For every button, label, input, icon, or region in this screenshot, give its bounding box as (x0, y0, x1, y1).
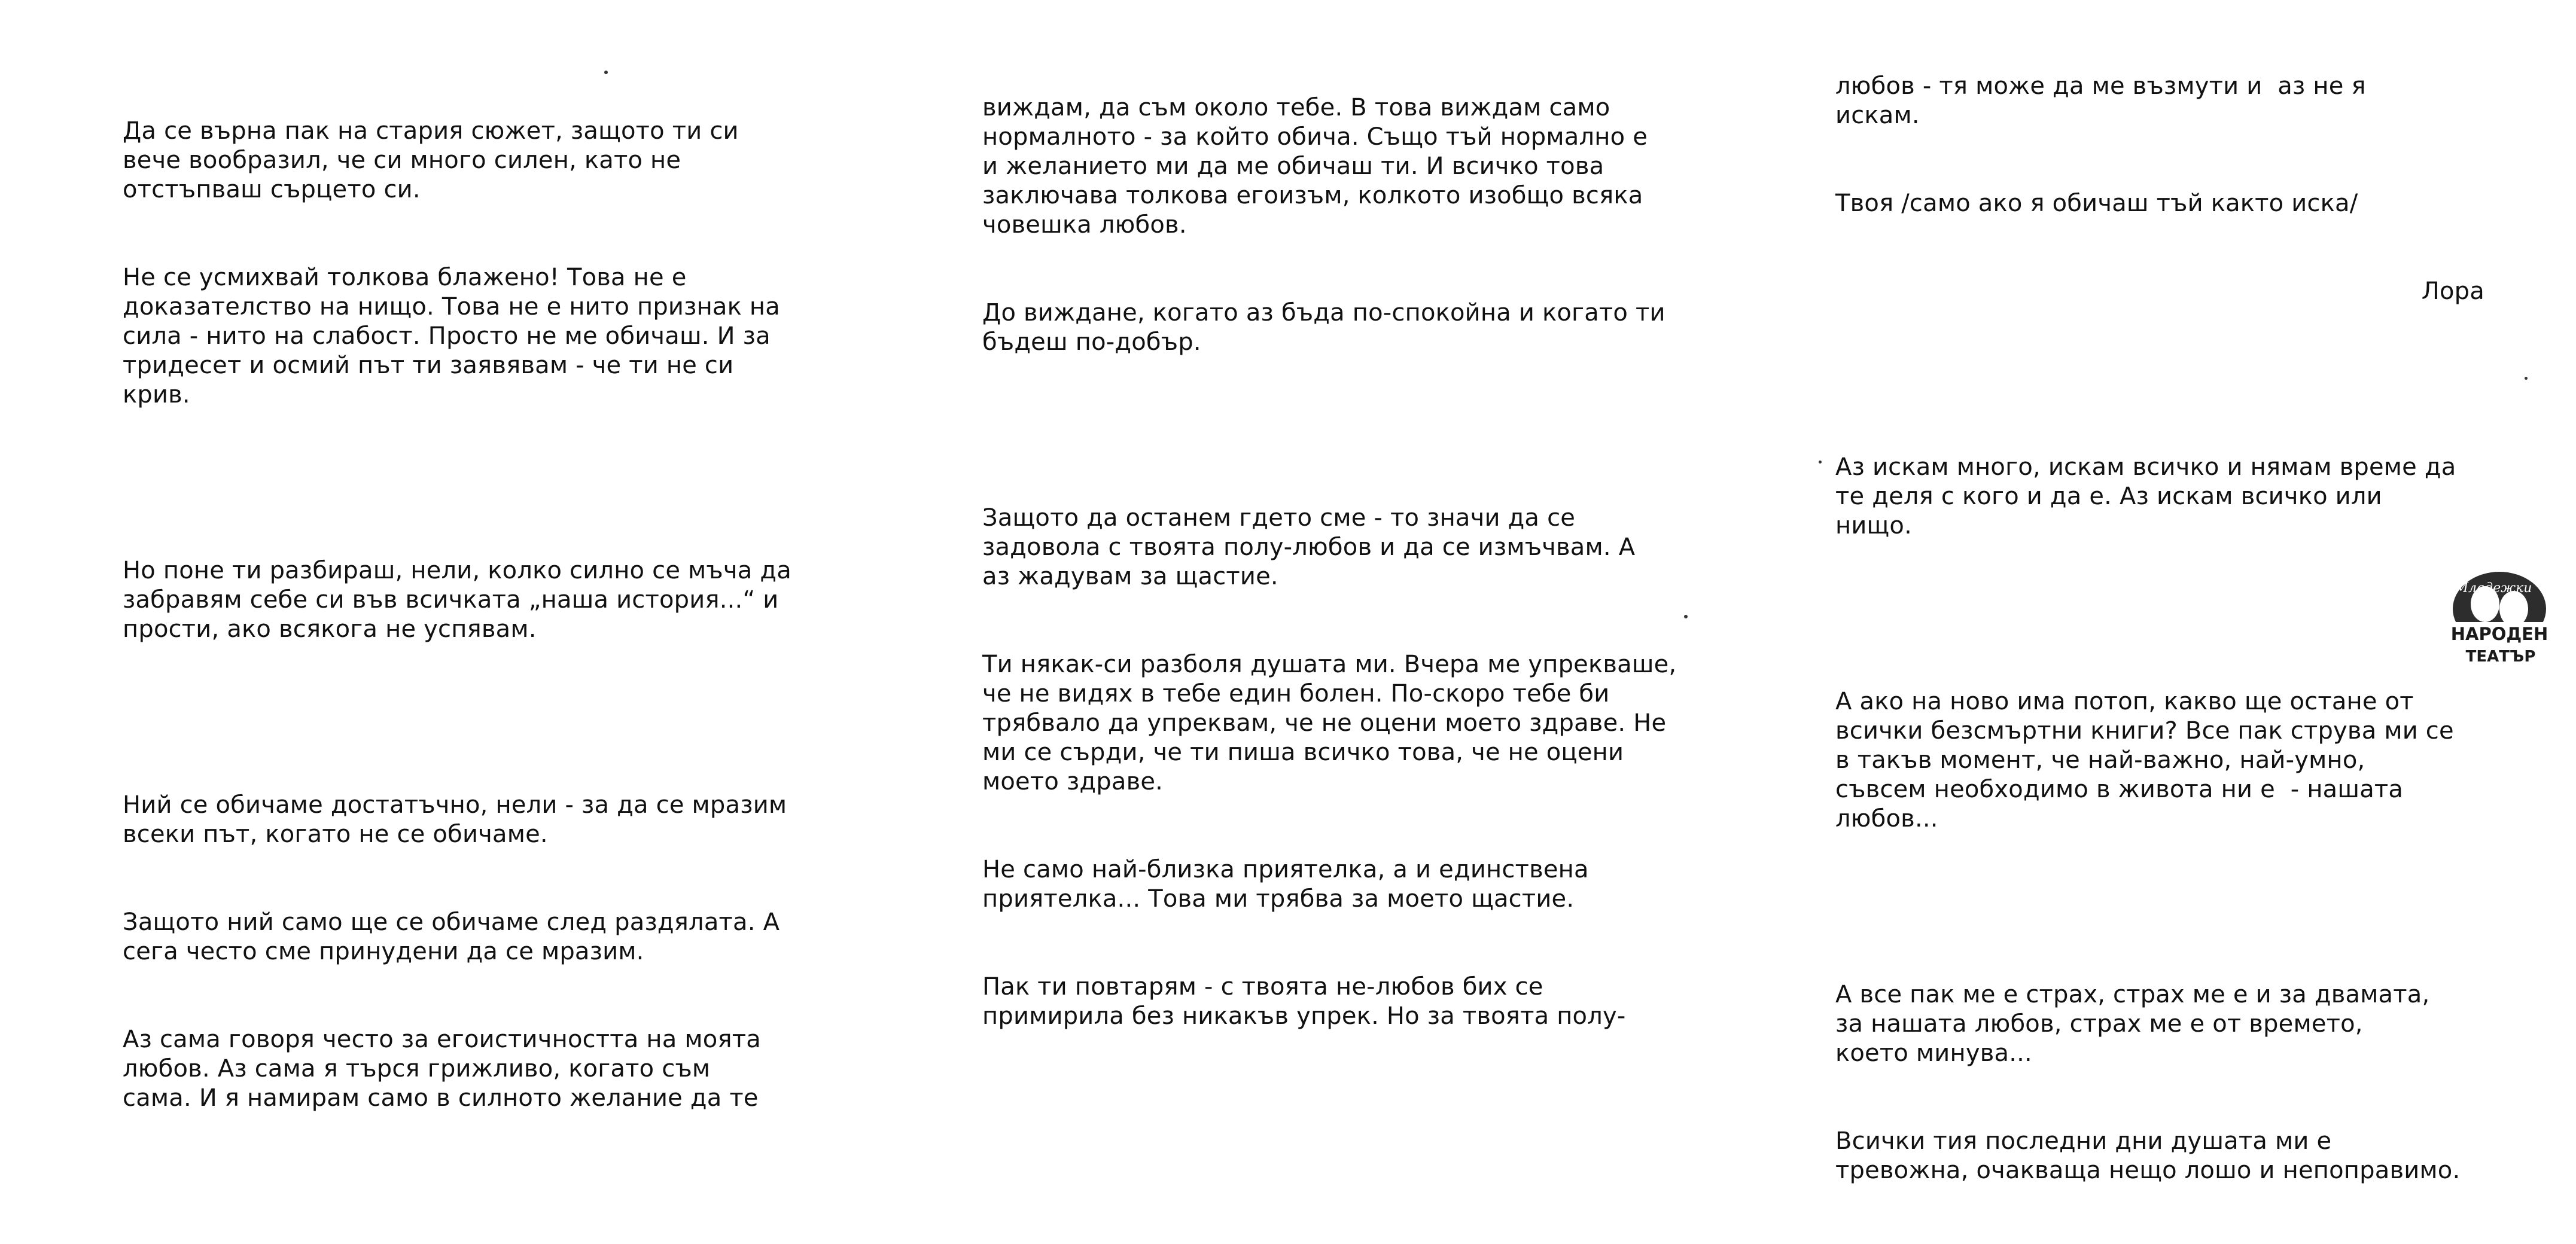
text-line: вече вообразил, че си много силен, като не (123, 147, 681, 174)
scan-speck (2525, 377, 2528, 380)
theatre-logo-icon (2434, 562, 2559, 670)
text-line: любов - тя може да ме възмути и аз не я (1835, 72, 2366, 100)
text-line: и желанието ми да ме обичаш ти. И всичко това (982, 153, 1604, 180)
text-line: сила - нито на слабост. Просто не ме обичаш. И за (123, 322, 771, 350)
text-line: Твоя /само ако я обичаш тъй както иска/ (1835, 190, 2358, 217)
text-line: нищо. (1835, 512, 1913, 539)
text-line: Аз искам много, искам всичко и нямам време да (1835, 453, 2456, 481)
text-line: А ако на ново има потоп, какво ще остане от (1835, 688, 2414, 715)
paragraph (123, 556, 823, 644)
paragraph-gap (123, 468, 823, 498)
text-line: в такъв момент, че най-важно, най-умно, (1835, 746, 2365, 774)
paragraph-gap (982, 416, 1688, 445)
logo-script-text: Младежки (2455, 581, 2532, 596)
text-line: всеки път, когато не се обичаме. (123, 821, 548, 848)
scan-speck (1684, 615, 1688, 618)
text-line: отстъпваш сърцето си. (123, 176, 421, 203)
text-line: прости, ако всякога не успявам. (123, 615, 537, 643)
scan-speck (604, 71, 608, 74)
paragraph (982, 298, 1688, 357)
text-line: доказателство на нищо. Това не е нито признак на (123, 293, 780, 321)
text-line: любов... (1835, 805, 1938, 833)
paragraph (123, 1025, 823, 1113)
text-line: че не видях в тебе един болен. По-скоро тебе би (982, 680, 1610, 708)
text-line: приятелка... Това ми трябва за моето щастие. (982, 885, 1575, 913)
paragraph-gap (123, 703, 823, 732)
text-line: заключава толкова егоизъм, колкото изобщо всяка (982, 182, 1643, 209)
paragraph (982, 972, 1688, 1031)
text-line: което минува... (1835, 1039, 2032, 1067)
text-line: Да се върна пак на стария сюжет, защото ти си (123, 117, 739, 145)
paragraph (1835, 277, 2547, 306)
scan-speck (1819, 461, 1822, 464)
text-line: трябвало да упреквам, че не оцени моето здраве. Не (982, 709, 1667, 737)
text-line: Защото ний само ще се обичаме след раздялата. А (123, 908, 780, 936)
text-line: искам. (1835, 102, 1920, 129)
paragraph (1835, 1127, 2547, 1185)
text-line: Аз сама говоря често за егоистичността на моята (123, 1026, 761, 1053)
paragraph (982, 504, 1688, 591)
text-line: тревожна, очакваща нещо лошо и непоправимо. (1835, 1157, 2461, 1184)
paragraph-gap (1835, 892, 2547, 922)
text-line: задовола с твоята полу-любов и да се измъчвам. А (982, 533, 1636, 561)
text-line: Защото да останем гдето сме - то значи да се (982, 504, 1576, 532)
paragraph (1835, 189, 2547, 218)
text-line: тридесет и осмий път ти заявявам - че ти не си (123, 352, 734, 379)
text-line: крив. (123, 381, 190, 408)
paragraph (1835, 980, 2547, 1068)
paragraph (1835, 687, 2547, 834)
text-line: сега често сме принудени да се мразим. (123, 938, 644, 965)
signature: Лора (2421, 278, 2484, 305)
text-line: Не се усмихвай толкова блажено! Това не е (123, 264, 687, 291)
text-line: съвсем необходимо в живота ни е - нашата (1835, 776, 2404, 803)
logo-mask (2499, 591, 2528, 627)
text-line: примирила без никакъв упрек. Но за твоята полу- (982, 1002, 1626, 1030)
logo-sub-text: ТЕАТЪР (2465, 648, 2536, 666)
text-line: за нашата любов, страх ме е от времето, (1835, 1010, 2363, 1038)
text-line: А все пак ме е страх, страх ме е и за двамата, (1835, 981, 2430, 1008)
text-column-left (123, 58, 823, 1172)
paragraph (982, 650, 1688, 797)
text-line: аз жадувам за щастие. (982, 563, 1278, 590)
text-line: любов. Аз сама я търся грижливо, когато съм (123, 1055, 711, 1083)
paragraph-gap (1835, 365, 2547, 394)
text-line: Пак ти повтарям - с твоята не-любов бих се (982, 973, 1543, 1001)
paragraph (123, 908, 823, 966)
text-line: До виждане, когато аз бъда по-спокойна и когато ти (982, 299, 1665, 327)
text-line: забравям себе си във всичката „наша история...“ и (123, 586, 779, 614)
text-line: сама. И я намирам само в силното желание да те (123, 1084, 759, 1112)
text-line: Не само най-близка приятелка, а и единствена (982, 856, 1589, 883)
paragraph (1835, 72, 2547, 130)
text-line: човешка любов. (982, 211, 1187, 239)
paragraph (123, 263, 823, 410)
text-line: всички безсмъртни книги? Все пак струва ми се (1835, 717, 2454, 745)
text-line: виждам, да съм около тебе. В това виждам само (982, 94, 1610, 121)
paragraph (1835, 453, 2547, 541)
text-line: ми се сърди, че ти пиша всичко това, че не оцени (982, 739, 1624, 766)
text-line: нормалното - за който обича. Също тъй нормално е (982, 123, 1648, 151)
text-column-middle (982, 35, 1688, 1090)
text-line: Всички тия последни дни душата ми е (1835, 1127, 2332, 1155)
paragraph (982, 93, 1688, 240)
paragraph (123, 117, 823, 205)
paragraph (982, 855, 1688, 914)
text-line: Но поне ти разбираш, нели, колко силно се мъча да (123, 557, 791, 584)
paragraph (123, 791, 823, 849)
text-line: те деля с кого и да е. Аз искам всичко или (1835, 483, 2382, 510)
text-line: моето здраве. (982, 768, 1164, 795)
text-line: Ний се обичаме достатъчно, нели - за да се мразим (123, 791, 787, 819)
text-line: Ти някак-си разболя душата ми. Вчера ме упрекваше, (982, 651, 1677, 678)
logo-main-text: НАРОДЕН (2450, 624, 2548, 644)
text-line: бъдеш по-добър. (982, 328, 1201, 356)
